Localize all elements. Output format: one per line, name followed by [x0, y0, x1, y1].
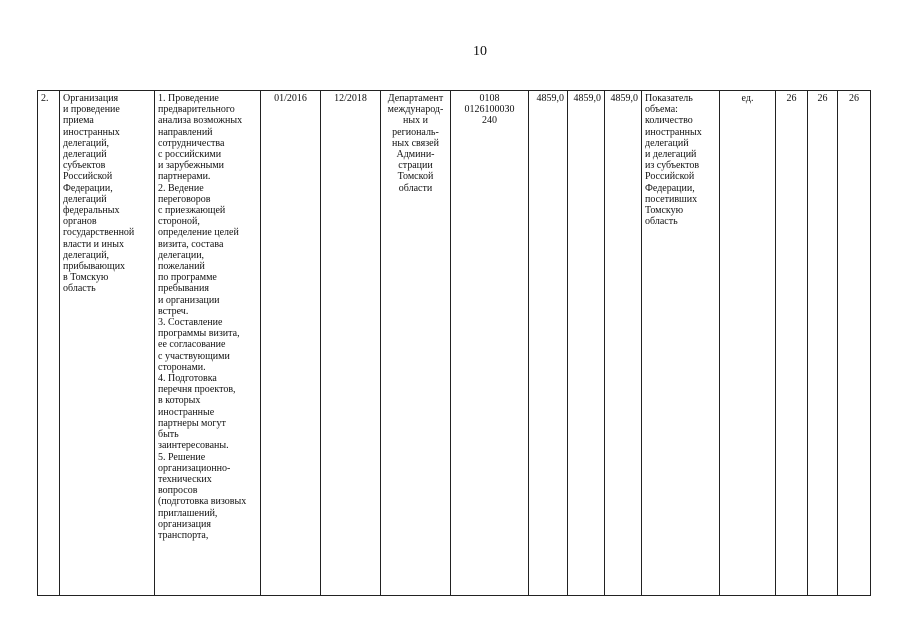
indicator-cell: Показатель объема: количество иностранных делегаций и делегаций из субъектов Российской Федерации, посетивших Томскую область [642, 91, 720, 596]
actions-cell: 1. Проведение предварительного анализа возможных направлений сотрудничества с российскими и зарубежными партнерами. 2. Ведение переговоров с приезжающей стороной, определение целей визита, состава делегации, пожеланий по программе пребывания и организации встреч. 3. Составление программы визита, ее согласование с участвующими сторонами. 4. Подготовка перечня проектов, в которых иностранные партнеры могут быть заинтересованы. 5. Решение организационно- технических вопросов (подготовка визовых приглашений, организация транспорта, [155, 91, 261, 596]
start-date-cell: 01/2016 [261, 91, 321, 596]
value-2-cell: 26 [808, 91, 838, 596]
table-row [38, 91, 871, 596]
amount-a-cell: 4859,0 [568, 91, 605, 596]
amount-b-cell: 4859,0 [605, 91, 642, 596]
budget-code-cell: 0108 01261000З0 240 [451, 91, 529, 596]
program-table [37, 90, 871, 596]
value-1-cell: 26 [776, 91, 808, 596]
end-date-cell: 12/2018 [321, 91, 381, 596]
page-number: 10 [473, 44, 487, 59]
value-3-cell: 26 [838, 91, 871, 596]
row-number: 2. [38, 91, 60, 596]
unit-cell: ед. [720, 91, 776, 596]
event-name-cell: Организация и проведение приема иностранных делегаций, делегаций субъектов Российской Федерации, делегаций федеральных органов государственной власти и иных делегаций, прибывающих в Томскую область [60, 91, 155, 596]
executor-cell: Департамент международ- ных и региональ- ных связей Админи- страции Томской области [381, 91, 451, 596]
amount-total-cell: 4859,0 [529, 91, 568, 596]
